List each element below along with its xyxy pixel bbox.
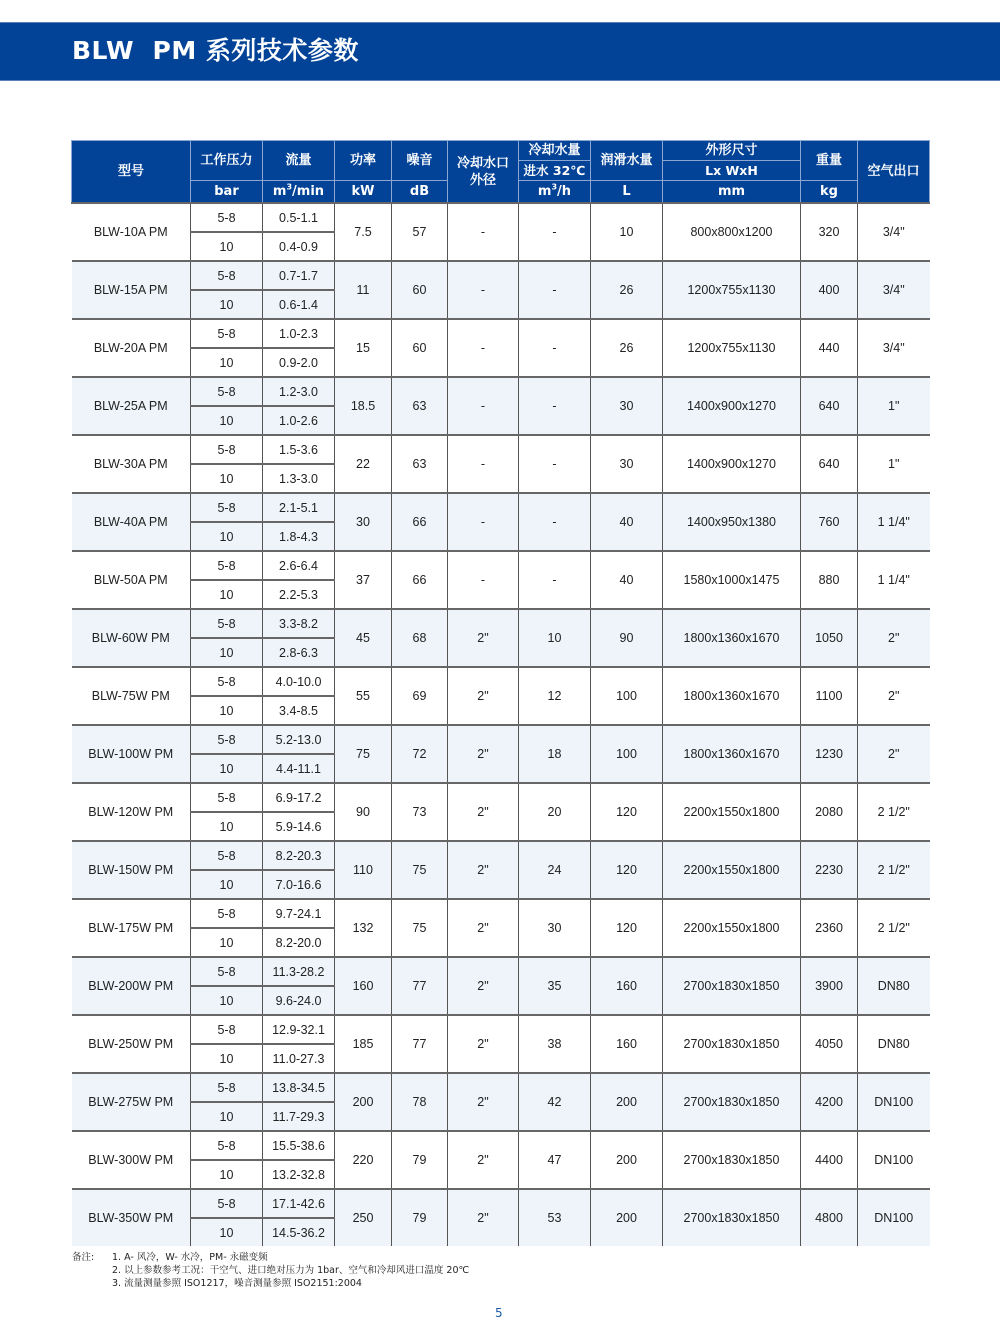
cell-pressure: 5-8 (191, 1015, 263, 1044)
cell-flow: 3.4-8.5 (263, 696, 335, 725)
unit-pressure: bar (191, 181, 263, 204)
cell-pressure: 5-8 (191, 1073, 263, 1102)
cell-pressure: 10 (191, 986, 263, 1015)
notes-label: 备注: (72, 1252, 95, 1263)
cell-pressure: 5-8 (191, 841, 263, 870)
note-item: 3. 流量测量参照 ISO1217，噪音测量参照 ISO2151:2004 (112, 1278, 362, 1289)
cell-power: 37 (335, 551, 392, 609)
cell-dimensions: 2200x1550x1800 (663, 783, 801, 841)
cell-cooling-port: - (448, 261, 519, 319)
cell-cooling-water: 12 (519, 667, 591, 725)
cell-lube-water: 200 (591, 1131, 663, 1189)
cell-flow: 1.0-2.3 (263, 319, 335, 348)
cell-dimensions: 1800x1360x1670 (663, 667, 801, 725)
cell-cooling-water: - (519, 377, 591, 435)
cell-air-outlet: 1 1/4" (858, 551, 930, 609)
cell-lube-water: 200 (591, 1073, 663, 1131)
cell-pressure: 5-8 (191, 957, 263, 986)
page-number: 5 (495, 1306, 503, 1320)
cell-noise: 60 (392, 261, 448, 319)
cell-cooling-water: 10 (519, 609, 591, 667)
cell-cooling-water: 38 (519, 1015, 591, 1073)
cell-cooling-port: 2" (448, 1189, 519, 1246)
cell-cooling-port: 2" (448, 725, 519, 783)
table-row (72, 551, 930, 580)
cell-dimensions: 1580x1000x1475 (663, 551, 801, 609)
cell-model: BLW-75W PM (72, 667, 191, 725)
header-cooling-port-line1: 冷却水口 (456, 155, 509, 171)
cell-pressure: 10 (191, 348, 263, 377)
cell-flow: 0.4-0.9 (263, 232, 335, 261)
cell-air-outlet: DN100 (858, 1131, 930, 1189)
cell-pressure: 10 (191, 406, 263, 435)
cell-pressure: 10 (191, 1218, 263, 1246)
header-power: 功率 (335, 141, 392, 181)
cell-power: 11 (335, 261, 392, 319)
cell-cooling-water: 53 (519, 1189, 591, 1246)
cell-noise: 72 (392, 725, 448, 783)
cell-air-outlet: DN80 (858, 957, 930, 1015)
cell-pressure: 5-8 (191, 1189, 263, 1218)
cell-flow: 6.9-17.2 (263, 783, 335, 812)
cell-model: BLW-40A PM (72, 493, 191, 551)
header-cooling-water-sub: 进水 32℃ (519, 161, 591, 181)
cell-lube-water: 160 (591, 957, 663, 1015)
unit-cooling-water-sup: 3 (551, 182, 558, 192)
cell-pressure: 10 (191, 754, 263, 783)
unit-dimensions: mm (663, 181, 801, 204)
cell-power: 15 (335, 319, 392, 377)
cell-power: 18.5 (335, 377, 392, 435)
cell-dimensions: 1400x900x1270 (663, 435, 801, 493)
cell-cooling-water: 18 (519, 725, 591, 783)
cell-dimensions: 2700x1830x1850 (663, 1131, 801, 1189)
cell-flow: 7.0-16.6 (263, 870, 335, 899)
cell-pressure: 10 (191, 870, 263, 899)
cell-pressure: 5-8 (191, 377, 263, 406)
cell-pressure: 10 (191, 1102, 263, 1131)
notes (72, 1251, 929, 1290)
cell-pressure: 5-8 (191, 783, 263, 812)
table-row (72, 957, 930, 986)
cell-lube-water: 30 (591, 377, 663, 435)
table-row (72, 1131, 930, 1160)
note-item: 1. A- 风冷，W- 水冷，PM- 永磁变频 (112, 1252, 268, 1263)
cell-dimensions: 2200x1550x1800 (663, 899, 801, 957)
cell-pressure: 10 (191, 1160, 263, 1189)
unit-flow-tail: /min (292, 184, 325, 199)
cell-lube-water: 160 (591, 1015, 663, 1073)
cell-air-outlet: 2 1/2" (858, 783, 930, 841)
cell-pressure: 10 (191, 812, 263, 841)
table-row (72, 783, 930, 812)
cell-dimensions: 1400x950x1380 (663, 493, 801, 551)
cell-noise: 63 (392, 377, 448, 435)
cell-weight: 4200 (801, 1073, 858, 1131)
cell-weight: 4800 (801, 1189, 858, 1246)
cell-flow: 9.7-24.1 (263, 899, 335, 928)
cell-cooling-port: 2" (448, 841, 519, 899)
cell-noise: 63 (392, 435, 448, 493)
cell-cooling-water: 35 (519, 957, 591, 1015)
cell-weight: 760 (801, 493, 858, 551)
cell-dimensions: 1400x900x1270 (663, 377, 801, 435)
cell-noise: 66 (392, 551, 448, 609)
cell-weight: 880 (801, 551, 858, 609)
unit-lube: L (591, 181, 663, 204)
cell-power: 185 (335, 1015, 392, 1073)
header-model: 型号 (72, 141, 191, 204)
cell-model: BLW-25A PM (72, 377, 191, 435)
cell-flow: 0.5-1.1 (263, 203, 335, 232)
unit-cooling-water (519, 181, 591, 204)
cell-dimensions: 2700x1830x1850 (663, 1015, 801, 1073)
cell-air-outlet: DN100 (858, 1189, 930, 1246)
cell-weight: 4050 (801, 1015, 858, 1073)
cell-flow: 11.0-27.3 (263, 1044, 335, 1073)
cell-cooling-water: 20 (519, 783, 591, 841)
cell-cooling-water: 24 (519, 841, 591, 899)
cell-cooling-port: 2" (448, 667, 519, 725)
cell-lube-water: 200 (591, 1189, 663, 1246)
cell-flow: 1.3-3.0 (263, 464, 335, 493)
cell-pressure: 5-8 (191, 493, 263, 522)
cell-pressure: 10 (191, 464, 263, 493)
cell-flow: 8.2-20.3 (263, 841, 335, 870)
cell-dimensions: 2200x1550x1800 (663, 841, 801, 899)
cell-flow: 0.7-1.7 (263, 261, 335, 290)
cell-cooling-water: - (519, 261, 591, 319)
cell-air-outlet: 1 1/4" (858, 493, 930, 551)
cell-dimensions: 1200x755x1130 (663, 261, 801, 319)
cell-lube-water: 100 (591, 725, 663, 783)
cell-model: BLW-250W PM (72, 1015, 191, 1073)
cell-lube-water: 26 (591, 261, 663, 319)
cell-pressure: 5-8 (191, 261, 263, 290)
header-noise: 噪音 (392, 141, 448, 181)
cell-noise: 75 (392, 899, 448, 957)
cell-pressure: 5-8 (191, 899, 263, 928)
cell-cooling-port: - (448, 377, 519, 435)
cell-weight: 3900 (801, 957, 858, 1015)
cell-weight: 1100 (801, 667, 858, 725)
cell-cooling-port: - (448, 319, 519, 377)
cell-flow: 9.6-24.0 (263, 986, 335, 1015)
cell-lube-water: 40 (591, 493, 663, 551)
table-row (72, 319, 930, 348)
cell-weight: 2360 (801, 899, 858, 957)
cell-pressure: 10 (191, 928, 263, 957)
cell-flow: 5.9-14.6 (263, 812, 335, 841)
cell-flow: 12.9-32.1 (263, 1015, 335, 1044)
cell-flow: 13.2-32.8 (263, 1160, 335, 1189)
cell-dimensions: 1200x755x1130 (663, 319, 801, 377)
cell-power: 30 (335, 493, 392, 551)
cell-flow: 8.2-20.0 (263, 928, 335, 957)
cell-cooling-port: - (448, 493, 519, 551)
cell-weight: 400 (801, 261, 858, 319)
cell-weight: 1230 (801, 725, 858, 783)
cell-noise: 75 (392, 841, 448, 899)
cell-pressure: 10 (191, 580, 263, 609)
cell-model: BLW-150W PM (72, 841, 191, 899)
cell-weight: 640 (801, 377, 858, 435)
cell-model: BLW-200W PM (72, 957, 191, 1015)
cell-power: 250 (335, 1189, 392, 1246)
cell-air-outlet: 3/4" (858, 203, 930, 261)
cell-pressure: 5-8 (191, 435, 263, 464)
cell-flow: 17.1-42.6 (263, 1189, 335, 1218)
unit-weight: kg (801, 181, 858, 204)
cell-dimensions: 2700x1830x1850 (663, 1073, 801, 1131)
header-flow: 流量 (263, 141, 335, 181)
table-row (72, 899, 930, 928)
spec-table (71, 140, 930, 1246)
cell-model: BLW-60W PM (72, 609, 191, 667)
table-row (72, 667, 930, 696)
cell-cooling-port: 2" (448, 957, 519, 1015)
cell-dimensions: 1800x1360x1670 (663, 725, 801, 783)
header-lube-water: 润滑水量 (591, 141, 663, 181)
cell-flow: 2.6-6.4 (263, 551, 335, 580)
cell-cooling-water: 47 (519, 1131, 591, 1189)
cell-lube-water: 120 (591, 841, 663, 899)
cell-power: 7.5 (335, 203, 392, 261)
cell-noise: 73 (392, 783, 448, 841)
notes-list (112, 1251, 929, 1290)
cell-pressure: 5-8 (191, 551, 263, 580)
table-row (72, 377, 930, 406)
cell-noise: 77 (392, 957, 448, 1015)
cell-air-outlet: 1" (858, 435, 930, 493)
cell-lube-water: 120 (591, 783, 663, 841)
cell-model: BLW-300W PM (72, 1131, 191, 1189)
cell-air-outlet: 2 1/2" (858, 841, 930, 899)
cell-cooling-port: - (448, 551, 519, 609)
cell-weight: 2230 (801, 841, 858, 899)
cell-flow: 1.8-4.3 (263, 522, 335, 551)
cell-flow: 4.0-10.0 (263, 667, 335, 696)
cell-cooling-port: - (448, 203, 519, 261)
cell-cooling-port: 2" (448, 1073, 519, 1131)
content (71, 140, 929, 1290)
cell-pressure: 10 (191, 1044, 263, 1073)
header-cooling-port (448, 141, 519, 204)
cell-model: BLW-275W PM (72, 1073, 191, 1131)
cell-lube-water: 26 (591, 319, 663, 377)
cell-flow: 1.0-2.6 (263, 406, 335, 435)
cell-air-outlet: DN100 (858, 1073, 930, 1131)
cell-weight: 320 (801, 203, 858, 261)
cell-air-outlet: 2" (858, 609, 930, 667)
unit-cooling-water-tail: /h (557, 184, 572, 199)
cell-pressure: 5-8 (191, 609, 263, 638)
table-row (72, 1073, 930, 1102)
cell-air-outlet: 1" (858, 377, 930, 435)
cell-cooling-water: - (519, 319, 591, 377)
unit-power: kW (335, 181, 392, 204)
header-cooling-port-line2: 外径 (469, 172, 496, 188)
cell-model: BLW-20A PM (72, 319, 191, 377)
cell-model: BLW-100W PM (72, 725, 191, 783)
cell-noise: 60 (392, 319, 448, 377)
unit-flow (263, 181, 335, 204)
spec-table-body (72, 203, 930, 1246)
cell-pressure: 10 (191, 522, 263, 551)
cell-noise: 57 (392, 203, 448, 261)
cell-power: 200 (335, 1073, 392, 1131)
cell-power: 45 (335, 609, 392, 667)
unit-flow-sup: 3 (286, 182, 293, 192)
cell-cooling-port: 2" (448, 609, 519, 667)
cell-model: BLW-50A PM (72, 551, 191, 609)
cell-flow: 3.3-8.2 (263, 609, 335, 638)
table-row (72, 203, 930, 232)
cell-air-outlet: 3/4" (858, 261, 930, 319)
cell-cooling-port: 2" (448, 1131, 519, 1189)
cell-lube-water: 10 (591, 203, 663, 261)
cell-flow: 15.5-38.6 (263, 1131, 335, 1160)
cell-flow: 1.2-3.0 (263, 377, 335, 406)
cell-cooling-water: - (519, 435, 591, 493)
cell-noise: 79 (392, 1189, 448, 1246)
cell-cooling-water: - (519, 551, 591, 609)
cell-pressure: 5-8 (191, 1131, 263, 1160)
cell-dimensions: 2700x1830x1850 (663, 957, 801, 1015)
cell-power: 90 (335, 783, 392, 841)
cell-cooling-water: 42 (519, 1073, 591, 1131)
cell-flow: 5.2-13.0 (263, 725, 335, 754)
cell-lube-water: 120 (591, 899, 663, 957)
cell-dimensions: 800x800x1200 (663, 203, 801, 261)
cell-flow: 14.5-36.2 (263, 1218, 335, 1246)
cell-lube-water: 90 (591, 609, 663, 667)
unit-noise: dB (392, 181, 448, 204)
cell-weight: 640 (801, 435, 858, 493)
cell-lube-water: 40 (591, 551, 663, 609)
cell-noise: 78 (392, 1073, 448, 1131)
cell-noise: 68 (392, 609, 448, 667)
cell-flow: 11.7-29.3 (263, 1102, 335, 1131)
cell-dimensions: 2700x1830x1850 (663, 1189, 801, 1246)
cell-cooling-port: 2" (448, 899, 519, 957)
header-pressure: 工作压力 (191, 141, 263, 181)
cell-flow: 11.3-28.2 (263, 957, 335, 986)
header-weight: 重量 (801, 141, 858, 181)
unit-cooling-water-base: m (537, 184, 552, 199)
cell-model: BLW-30A PM (72, 435, 191, 493)
cell-power: 22 (335, 435, 392, 493)
table-row (72, 1189, 930, 1218)
cell-weight: 2080 (801, 783, 858, 841)
cell-air-outlet: 2" (858, 667, 930, 725)
cell-noise: 69 (392, 667, 448, 725)
cell-flow: 1.5-3.6 (263, 435, 335, 464)
header-air-outlet: 空气出口 (858, 141, 930, 204)
cell-air-outlet: 2 1/2" (858, 899, 930, 957)
table-row (72, 493, 930, 522)
cell-flow: 0.6-1.4 (263, 290, 335, 319)
unit-flow-base: m (272, 184, 287, 199)
cell-air-outlet: 3/4" (858, 319, 930, 377)
cell-power: 160 (335, 957, 392, 1015)
cell-air-outlet: 2" (858, 725, 930, 783)
cell-air-outlet: DN80 (858, 1015, 930, 1073)
cell-model: BLW-10A PM (72, 203, 191, 261)
cell-weight: 1050 (801, 609, 858, 667)
table-row (72, 261, 930, 290)
cell-weight: 4400 (801, 1131, 858, 1189)
cell-power: 75 (335, 725, 392, 783)
cell-pressure: 10 (191, 696, 263, 725)
cell-model: BLW-15A PM (72, 261, 191, 319)
page-title: BLW PM 系列技术参数 (72, 36, 359, 65)
cell-power: 220 (335, 1131, 392, 1189)
cell-cooling-water: - (519, 203, 591, 261)
cell-lube-water: 30 (591, 435, 663, 493)
cell-pressure: 5-8 (191, 667, 263, 696)
cell-power: 132 (335, 899, 392, 957)
cell-flow: 2.1-5.1 (263, 493, 335, 522)
cell-power: 110 (335, 841, 392, 899)
cell-noise: 77 (392, 1015, 448, 1073)
cell-cooling-water: - (519, 493, 591, 551)
cell-cooling-port: 2" (448, 783, 519, 841)
cell-cooling-port: - (448, 435, 519, 493)
cell-weight: 440 (801, 319, 858, 377)
cell-pressure: 10 (191, 232, 263, 261)
cell-model: BLW-120W PM (72, 783, 191, 841)
note-item: 2. 以上参数参考工况：干空气、进口绝对压力为 1bar、空气和冷却风进口温度 20℃ (112, 1265, 470, 1276)
cell-power: 55 (335, 667, 392, 725)
cell-flow: 13.8-34.5 (263, 1073, 335, 1102)
cell-pressure: 5-8 (191, 319, 263, 348)
title-banner (0, 22, 1000, 81)
header-dimensions-sub: Lx WxH (663, 161, 801, 181)
cell-flow: 2.8-6.3 (263, 638, 335, 667)
table-row (72, 1015, 930, 1044)
header-cooling-water: 冷却水量 (519, 141, 591, 161)
table-row (72, 725, 930, 754)
cell-model: BLW-350W PM (72, 1189, 191, 1246)
cell-cooling-port: 2" (448, 1015, 519, 1073)
cell-pressure: 10 (191, 638, 263, 667)
cell-noise: 79 (392, 1131, 448, 1189)
table-row (72, 841, 930, 870)
cell-flow: 4.4-11.1 (263, 754, 335, 783)
cell-flow: 2.2-5.3 (263, 580, 335, 609)
cell-lube-water: 100 (591, 667, 663, 725)
cell-flow: 0.9-2.0 (263, 348, 335, 377)
cell-pressure: 5-8 (191, 725, 263, 754)
cell-dimensions: 1800x1360x1670 (663, 609, 801, 667)
header-dimensions: 外形尺寸 (663, 141, 801, 161)
table-row (72, 435, 930, 464)
cell-noise: 66 (392, 493, 448, 551)
cell-cooling-water: 30 (519, 899, 591, 957)
cell-model: BLW-175W PM (72, 899, 191, 957)
cell-pressure: 5-8 (191, 203, 263, 232)
table-row (72, 609, 930, 638)
cell-pressure: 10 (191, 290, 263, 319)
